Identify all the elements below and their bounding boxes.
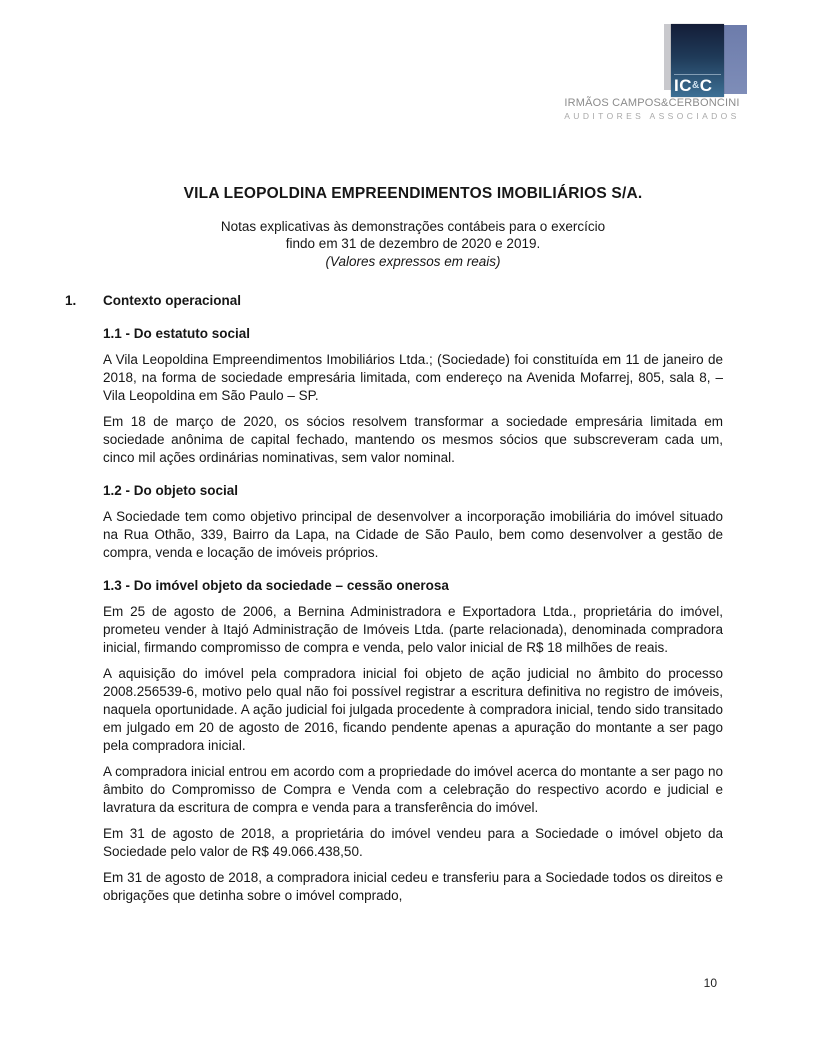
subsection-1-1-heading: 1.1 - Do estatuto social [103,325,251,341]
logo-monogram-amp: & [692,80,700,91]
paragraph: A compradora inicial entrou em acordo com a propriedade do imóvel acerca do montante a ser pago no âmbito do Compromisso de Compra e Venda com a celebração do respectivo acordo e judicial e lavratura da escritura de compra e venda para a transferência do imóvel. [103,763,723,815]
subsection-1-2-heading: 1.2 - Do objeto social [103,482,239,498]
logo-main-square [671,24,724,97]
subsection-1-3-heading: 1.3 - Do imóvel objeto da sociedade – cessão onerosa [103,577,449,593]
subtitle-line-2: findo em 31 de dezembro de 2020 e 2019. [285,236,541,252]
paragraph: A aquisição do imóvel pela compradora inicial foi objeto de ação judicial no âmbito do processo 2008.256539-6, motivo pelo qual não foi possível registrar a escritura definitiva no registro de imóveis, naquela oportunidade. A ação judicial foi julgada procedente à compradora inicial, tendo sido transitado em julgado em 20 de agosto de 2016, ficando pendente apenas a apuração do montante a ser pago pela compradora inicial. [103,665,723,753]
paragraph: Em 18 de março de 2020, os sócios resolvem transformar a sociedade empresária limitada em sociedade anônima de capital fechado, mantendo os mesmos sócios que subscreveram cada um, cinco mil ações ordinárias nominativas, sem valor nominal. [103,413,723,465]
subtitle-line-1: Notas explicativas às demonstrações contábeis para o exercício [220,219,606,234]
paragraph: Em 25 de agosto de 2006, a Bernina Administradora e Exportadora Ltda., proprietária do imóvel, prometeu vender à Itajó Administração de Imóveis Ltda. (parte relacionada), denominada compradora inicial, firmando compromisso de compra e venda, pelo valor inicial de R$ 18 milhões de reais. [103,603,723,655]
auditor-firm-subtitle: AUDITORES ASSOCIADOS [564,111,740,121]
subtitle-line-3: (Valores expressos em reais) [325,253,501,269]
paragraph: A Sociedade tem como objetivo principal de desenvolver a incorporação imobiliária do imóvel situado na Rua Othão, 339, Bairro da Lapa, na Cidade de São Paulo, bem como desenvolver a gestão de compra, venda e locação de imóveis próprios. [103,508,723,560]
paragraph: A Vila Leopoldina Empreendimentos Imobiliários Ltda.; (Sociedade) foi constituída em 11 de janeiro de 2018, na forma de sociedade empresária limitada, com endereço na Avenida Mofarrej, 805, sala 8, – Vila Leopoldina em São Paulo – SP. [103,351,723,403]
logo-monogram [674,74,721,95]
paragraph: Em 31 de agosto de 2018, a proprietária do imóvel vendeu para a Sociedade o imóvel objeto da Sociedade pelo valor de R$ 49.066.438,50. [103,825,723,859]
paragraph: Em 31 de agosto de 2018, a compradora inicial cedeu e transferiu para a Sociedade todos os direitos e obrigações que detinha sobre o imóvel comprado, [103,869,723,903]
document-subtitle [103,218,723,270]
section-1-number: 1. [65,292,77,308]
logo-monogram-c: C [699,76,713,95]
company-title: VILA LEOPOLDINA EMPREENDIMENTOS IMOBILIÁRIOS S/A. [183,185,643,202]
auditor-firm-name: IRMÃOS CAMPOS&CERBONCINI [564,97,740,109]
section-1-title: Contexto operacional [103,292,242,308]
page-number: 10 [703,976,717,990]
logo-monogram-ic: IC [674,76,692,95]
section-1-heading [65,292,723,310]
document-content [65,184,723,905]
section-1-body [103,325,723,905]
icc-logo-icon [664,21,748,99]
